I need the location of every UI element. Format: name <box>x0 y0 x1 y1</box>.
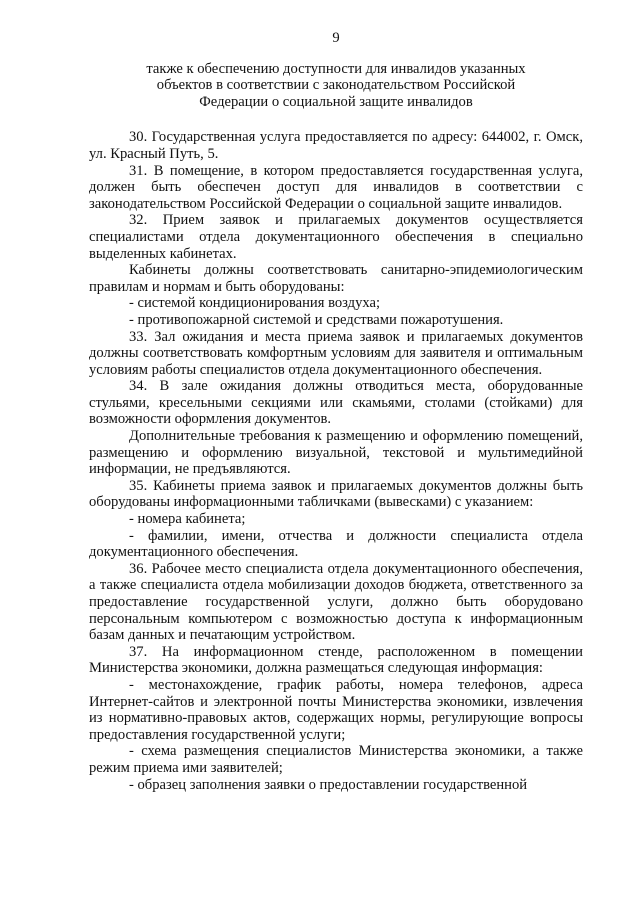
list-item-application-sample: - образец заполнения заявки о предоставлении государственной <box>129 776 528 793</box>
paragraph-34-seating: 34. В зале ожидания должны отводиться места, оборудованные стульями, кресельными секциями или скамьями, столами (стойками) для возможности оформления документов. <box>89 378 583 428</box>
page-number: 9 <box>332 30 340 46</box>
list-item-ventilation: - системой кондиционирования воздуха; <box>129 295 381 312</box>
list-item-room-number: - номера кабинета; <box>129 511 246 528</box>
section-heading <box>89 61 583 111</box>
heading-line: также к обеспечению доступности для инвалидов указанных <box>146 60 526 77</box>
heading-line: объектов в соответствии с законодательством Российской <box>156 77 516 94</box>
paragraph-rooms-requirements: Кабинеты должны соответствовать санитарно-эпидемиологическим правилам и нормам и быть оборудованы: <box>89 262 583 295</box>
list-item-specialists-scheme: - схема размещения специалистов Министерства экономики, а также режим приема ими заявителей; <box>89 743 583 776</box>
list-item-location-schedule: - местонахождение, график работы, номера телефонов, адреса Интернет-сайтов и электронной почты Министерства экономики, извлечения из нормативно-правовых актов, содержащих нормы, регулирующие вопросы предоставления государственной услуги; <box>89 676 583 743</box>
paragraph-37-info-stand: 37. На информационном стенде, расположенном в помещении Министерства экономики, должна размещаться следующая информация: <box>89 643 583 677</box>
paragraph-31-accessibility: 31. В помещение, в котором предоставляется государственная услуга, должен быть обеспечен доступ для инвалидов в соответствии с законодательством Российской Федерации о социальной защите инвалидов. <box>89 162 583 212</box>
paragraph-33-waiting-hall: 33. Зал ожидания и места приема заявок и прилагаемых документов должны соответствовать комфортным условиям для заявителя и оптимальным условиям работы специалистов отдела документационного обеспечения. <box>89 328 583 378</box>
paragraph-36-workplace: 36. Рабочее место специалиста отдела документационного обеспечения, а также специалиста отдела мобилизации доходов бюджета, ответственного за предоставление государственной услуги, должно быть оборудовано персональным компьютером с возможностью доступа к информационным базам данных и печатающим устройством. <box>89 560 583 644</box>
document-body <box>89 129 583 793</box>
list-item-specialist-name: - фамилии, имени, отчества и должности специалиста отдела документационного обеспечения. <box>89 527 583 561</box>
paragraph-additional-requirements: Дополнительные требования к размещению и оформлению помещений, размещению и оформлению визуальной, текстовой и мультимедийной информации, не предъявляются. <box>89 428 583 478</box>
paragraph-30-address: 30. Государственная услуга предоставляется по адресу: 644002, г. Омск, ул. Красный Путь, 5. <box>89 129 583 162</box>
heading-line: Федерации о социальной защите инвалидов <box>199 93 473 110</box>
paragraph-35-signage: 35. Кабинеты приема заявок и прилагаемых документов должны быть оборудованы информационными табличками (вывесками) с указанием: <box>89 477 583 511</box>
paragraph-32-reception: 32. Прием заявок и прилагаемых документов осуществляется специалистами отдела документационного обеспечения в специально выделенных кабинетах. <box>89 212 583 262</box>
list-item-fire-safety: - противопожарной системой и средствами пожаротушения. <box>129 311 504 328</box>
